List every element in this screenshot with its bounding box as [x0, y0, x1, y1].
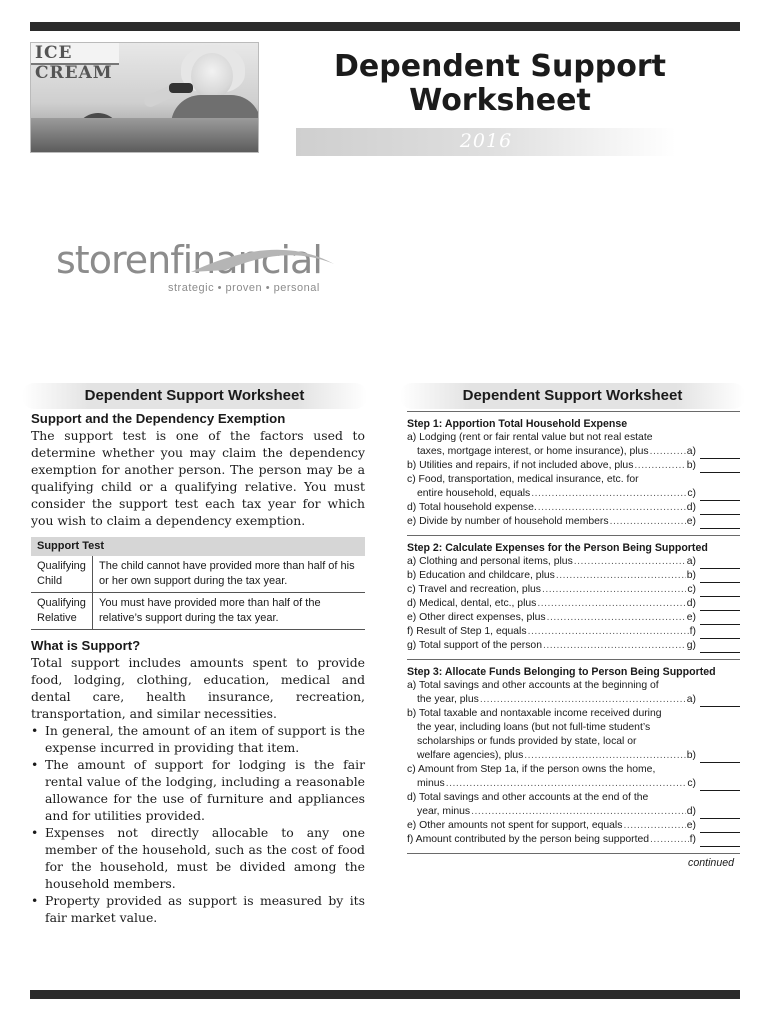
worksheet-line — [407, 749, 740, 763]
step-1 — [407, 417, 740, 529]
line-text: a) Lodging (rent or fair rental value but not real estate — [407, 432, 653, 443]
worksheet-line — [407, 611, 740, 625]
line-text: b) Total taxable and nontaxable income received during — [407, 708, 662, 719]
table-header: Support Test — [31, 537, 365, 556]
leader-dots — [634, 459, 685, 473]
line-letter: f) — [689, 626, 696, 637]
table-row — [31, 593, 365, 630]
step-title: Step 1: Apportion Total Household Expense — [407, 418, 628, 430]
worksheet-line — [407, 625, 740, 639]
worksheet-line — [407, 515, 740, 529]
step-title: Step 2: Calculate Expenses for the Person Being Supported — [407, 542, 708, 554]
leader-dots — [543, 639, 686, 653]
top-rule — [30, 22, 740, 31]
line-text: e) Other amounts not spent for support, equals — [407, 820, 623, 831]
title-line-1: Dependent Support — [333, 49, 667, 84]
amount-field[interactable] — [700, 463, 740, 473]
line-text: welfare agencies), plus — [417, 750, 524, 761]
line-letter: a) — [686, 446, 696, 457]
list-item: • Expenses not directly allocable to any one member of the household, such as the cost of food for the household, must be divided among the household members. — [31, 824, 365, 892]
amount-field[interactable] — [700, 505, 740, 515]
ice-cream-sign: ICE CREAM — [31, 43, 119, 65]
table-row-text: You must have provided more than half of the relative’s support during the tax year. — [99, 597, 321, 624]
worksheet-line — [407, 833, 740, 847]
line-text: the year, including loans (but not full-time student’s — [417, 722, 651, 733]
divider — [407, 535, 740, 536]
line-letter: c) — [687, 488, 696, 499]
divider — [407, 411, 740, 412]
divider — [407, 853, 740, 854]
amount-field[interactable] — [700, 643, 740, 653]
leader-dots — [623, 819, 685, 833]
line-letter: a) — [686, 556, 696, 567]
line-text: entire household, equals — [417, 488, 531, 499]
worksheet-line — [407, 555, 740, 569]
divider — [407, 659, 740, 660]
line-letter: f) — [689, 834, 696, 845]
line-letter: c) — [687, 584, 696, 595]
worksheet-line — [407, 597, 740, 611]
line-letter: b) — [686, 750, 696, 761]
amount-field[interactable] — [700, 587, 740, 597]
leader-dots — [480, 693, 686, 707]
amount-field[interactable] — [700, 519, 740, 529]
line-text: e) Other direct expenses, plus — [407, 612, 546, 623]
line-text: a) Clothing and personal items, plus — [407, 556, 573, 567]
line-text: f) Result of Step 1, equals — [407, 626, 527, 637]
worksheet-line — [407, 569, 740, 583]
line-text: b) Education and childcare, plus — [407, 570, 555, 581]
list-item: • In general, the amount of an item of support is the expense incurred in providing that item. — [31, 722, 365, 756]
tax-year: 2016 — [459, 130, 513, 152]
what-is-support-section — [31, 638, 365, 926]
amount-field[interactable] — [700, 559, 740, 569]
dependency-exemption-section — [31, 411, 365, 529]
leader-dots — [610, 515, 686, 529]
worksheet-line — [407, 693, 740, 707]
support-bullets — [31, 722, 365, 926]
list-item: • The amount of support for lodging is the fair rental value of the lodging, including a reasonable allowance for the use of furniture and appliances and for utilities provided. — [31, 756, 365, 824]
line-text: c) Travel and recreation, plus — [407, 584, 541, 595]
amount-field[interactable] — [700, 781, 740, 791]
line-text: c) Amount from Step 1a, if the person owns the home, — [407, 764, 656, 775]
line-letter: e) — [686, 516, 696, 527]
worksheet-line — [407, 583, 740, 597]
line-letter: e) — [686, 612, 696, 623]
logo-swoosh-icon — [186, 242, 336, 282]
leader-dots — [537, 597, 685, 611]
worksheet-line — [407, 819, 740, 833]
amount-field[interactable] — [700, 491, 740, 501]
line-text: taxes, mortgage interest, or home insurance), plus — [417, 446, 649, 457]
company-logo — [56, 238, 346, 298]
section-text: The support test is one of the factors used to determine whether you may claim the dependency exemption for another person. The person may be a qualifying child or a qualifying relative. You must consider the support test each tax year for which you wish to claim a dependency exemption. — [31, 428, 365, 528]
section-title: What is Support? — [31, 638, 141, 653]
line-letter: b) — [686, 460, 696, 471]
leader-dots — [446, 777, 687, 791]
photo-counter — [31, 118, 259, 152]
table-row-text: The child cannot have provided more than half of his or her own support during the tax year. — [99, 560, 355, 587]
step-3 — [407, 665, 740, 847]
leader-dots — [538, 501, 686, 515]
table-row — [31, 556, 365, 593]
worksheet-line — [407, 805, 740, 819]
line-text: d) Total savings and other accounts at the end of the — [407, 792, 649, 803]
photo-face — [191, 53, 233, 99]
amount-field[interactable] — [700, 629, 740, 639]
line-text: the year, plus — [417, 694, 479, 705]
line-text: scholarships or funds provided by state, local or — [417, 736, 637, 747]
step-title: Step 3: Allocate Funds Belonging to Person Being Supported — [407, 666, 716, 678]
worksheet-line — [407, 459, 740, 473]
leader-dots — [524, 749, 685, 763]
leader-dots — [547, 611, 686, 625]
list-item: • Property provided as support is measured by its fair market value. — [31, 892, 365, 926]
leader-dots — [542, 583, 686, 597]
support-test-table — [31, 537, 365, 630]
line-text: year, minus — [417, 806, 471, 817]
table-row-label: Qualifying Relative — [31, 593, 93, 629]
line-text: a) Total savings and other accounts at the beginning of — [407, 680, 659, 691]
leader-dots — [471, 805, 686, 819]
amount-field[interactable] — [700, 823, 740, 833]
line-letter: b) — [686, 570, 696, 581]
worksheet-line — [407, 445, 740, 459]
line-text: d) Total household expense. — [407, 502, 537, 513]
section-title: Support and the Dependency Exemption — [31, 411, 286, 426]
step-2 — [407, 541, 740, 653]
line-text: f) Amount contributed by the person being supported — [407, 834, 650, 845]
line-letter: e) — [686, 820, 696, 831]
line-letter: d) — [686, 806, 696, 817]
line-letter: a) — [686, 694, 696, 705]
amount-field[interactable] — [700, 753, 740, 763]
amount-field[interactable] — [700, 601, 740, 611]
line-text: g) Total support of the person — [407, 640, 542, 651]
continued-note: continued — [688, 857, 734, 869]
worksheet-line — [407, 487, 740, 501]
right-heading: Dependent Support Worksheet — [400, 383, 745, 409]
line-text: minus — [417, 778, 445, 789]
line-letter: d) — [686, 502, 696, 513]
amount-field[interactable] — [700, 573, 740, 583]
worksheet-line — [407, 501, 740, 515]
amount-field[interactable] — [700, 449, 740, 459]
logo-tagline: strategic • proven • personal — [168, 282, 320, 294]
worksheet-line — [407, 639, 740, 653]
left-heading: Dependent Support Worksheet — [22, 383, 367, 409]
amount-field[interactable] — [700, 837, 740, 847]
amount-field[interactable] — [700, 809, 740, 819]
amount-field[interactable] — [700, 615, 740, 625]
leader-dots — [528, 625, 689, 639]
line-letter: c) — [687, 778, 696, 789]
title-line-2: Worksheet — [409, 83, 591, 118]
logo-wordmark: storenfinancial — [56, 238, 322, 282]
photo-scoop — [169, 83, 193, 93]
table-row-label: Qualifying Child — [31, 556, 93, 592]
leader-dots — [531, 487, 686, 501]
line-letter: g) — [686, 640, 696, 651]
worksheet-form — [407, 411, 740, 869]
bottom-rule — [30, 990, 740, 999]
header-photo — [30, 42, 259, 153]
worksheet-line — [407, 777, 740, 791]
leader-dots — [574, 555, 686, 569]
line-text: b) Utilities and repairs, if not included above, plus — [407, 460, 634, 471]
line-letter: d) — [686, 598, 696, 609]
amount-field[interactable] — [700, 697, 740, 707]
line-text: e) Divide by number of household members — [407, 516, 609, 527]
section-text: Total support includes amounts spent to provide food, lodging, clothing, education, medical and dental care, health insurance, recreation, transportation, and similar necessities. — [31, 655, 365, 721]
line-text: c) Food, transportation, medical insurance, etc. for — [407, 474, 639, 485]
leader-dots — [556, 569, 686, 583]
page-title — [290, 50, 710, 118]
line-text: d) Medical, dental, etc., plus — [407, 598, 537, 609]
leader-dots — [650, 833, 689, 847]
leader-dots — [650, 445, 686, 459]
